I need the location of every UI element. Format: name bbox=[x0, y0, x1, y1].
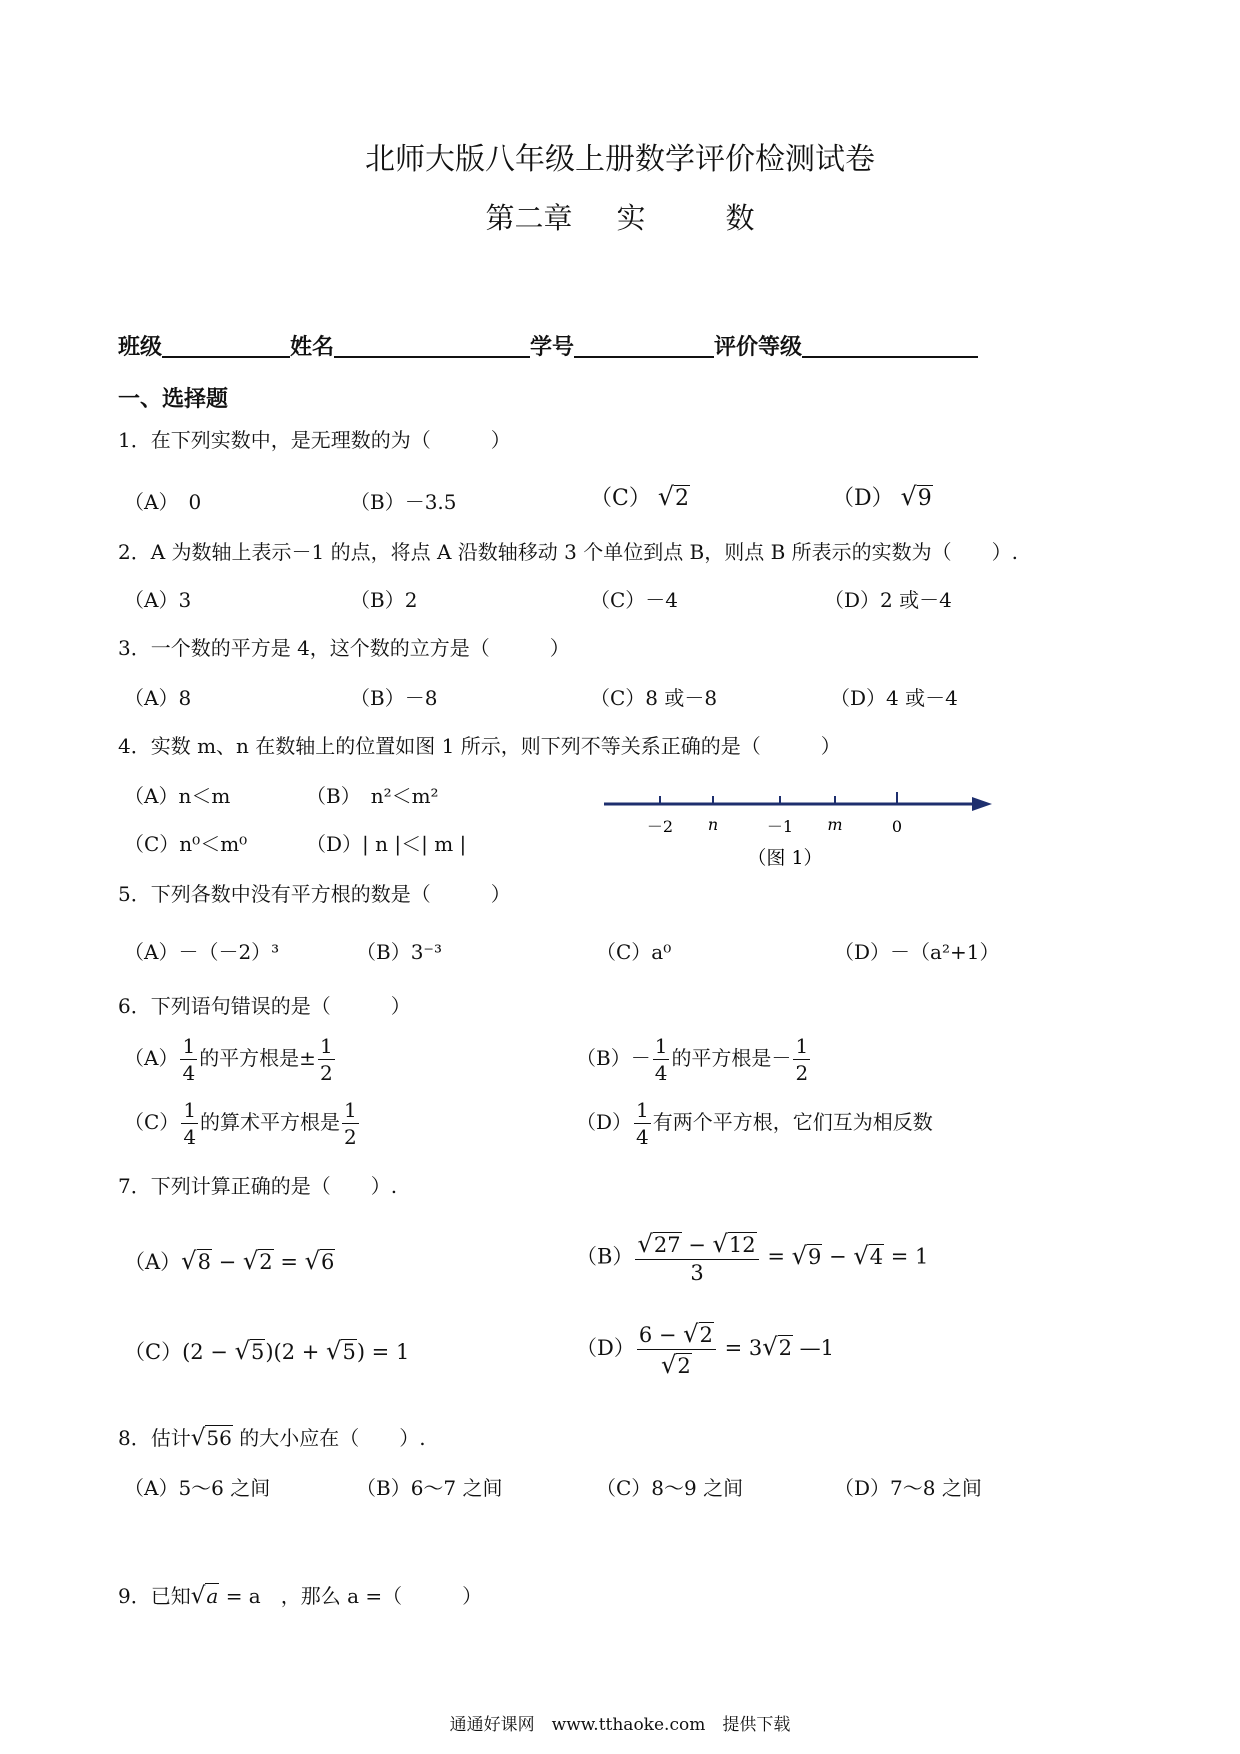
q6-option-c bbox=[124, 1100, 361, 1147]
label-minus-1: －1 bbox=[766, 817, 794, 836]
sqrt-56: √56 bbox=[190, 1425, 232, 1451]
q3-option-c: （C）8 或－8 bbox=[590, 686, 718, 710]
q1-d-prefix: （D） bbox=[832, 486, 894, 511]
sqrt-9: √9 bbox=[900, 482, 932, 511]
footer-credit: 通通好课网 www.tthaoke.com 提供下载 bbox=[449, 1715, 791, 1735]
q7-option-d: （D） $\frac{6 - √2}{√2}$ = 3√2 —1 bbox=[576, 1320, 835, 1380]
q7-option-b: （B） $\frac{√27 - √12}{3}$ = √9 − √4 = 1 bbox=[576, 1230, 929, 1286]
question-3-stem: 3．一个数的平方是 4，这个数的立方是（ ） bbox=[118, 636, 570, 660]
q2-option-d: （D）2 或－4 bbox=[824, 588, 952, 612]
sqrt-2: √2 bbox=[657, 482, 689, 511]
q5-option-d: （D）－（a²+1） bbox=[834, 940, 1000, 964]
grade-blank[interactable] bbox=[802, 334, 978, 358]
question-4-stem: 4．实数 m、n 在数轴上的位置如图 1 所示，则下列不等关系正确的是（ ） bbox=[118, 734, 841, 758]
q7-c-prefix: （C） bbox=[124, 1340, 183, 1364]
q1-option-d bbox=[832, 481, 933, 512]
q6-b-prefix: （B）－ bbox=[576, 1046, 651, 1070]
question-2-stem: 2．A 为数轴上表示－1 的点，将点 A 沿数轴移动 3 个单位到点 B，则点 B 所表示的实数为（ ）. bbox=[118, 540, 1019, 564]
q7-b-fraction: $\frac{√27 - √12}{3}$ bbox=[635, 1232, 758, 1284]
chapter-word-2: 数 bbox=[725, 201, 755, 235]
q7-d-prefix: （D） bbox=[576, 1336, 635, 1361]
q6-a-prefix: （A） bbox=[124, 1046, 179, 1070]
sqrt-a: √a bbox=[190, 1583, 219, 1609]
q3-option-d: （D）4 或－4 bbox=[830, 686, 958, 710]
q3-option-a: （A）8 bbox=[124, 686, 192, 710]
q1-option-a: （A） 0 bbox=[124, 490, 202, 514]
question-8-stem: 8．估计√56 的大小应在（ ）. bbox=[118, 1425, 426, 1451]
q3-option-b: （B）－8 bbox=[350, 686, 438, 710]
q6-option-a bbox=[124, 1036, 337, 1083]
q5-option-c: （C）a⁰ bbox=[596, 940, 672, 964]
q4-option-a: （A）n＜m bbox=[124, 784, 231, 808]
q8-option-a: （A）5～6 之间 bbox=[124, 1476, 271, 1500]
q7-option-c: （C）(2 − √5)(2 + √5) = 1 bbox=[124, 1337, 410, 1365]
fraction-one-half: $\frac{1}{2}$ bbox=[344, 1098, 357, 1149]
label-m: m bbox=[827, 815, 843, 834]
q4-option-d: （D）| n |＜| m | bbox=[306, 832, 467, 856]
q7-option-a: （A）√8 − √2 = √6 bbox=[124, 1247, 335, 1275]
question-6-stem: 6．下列语句错误的是（ ） bbox=[118, 994, 411, 1018]
fraction-one-half: $\frac{1}{2}$ bbox=[795, 1034, 809, 1085]
id-label: 学号 bbox=[530, 335, 575, 360]
id-blank[interactable] bbox=[574, 334, 714, 358]
q8-option-c: （C）8～9 之间 bbox=[596, 1476, 744, 1500]
chapter-word-1: 实 bbox=[616, 201, 646, 235]
q1-option-c bbox=[590, 481, 690, 512]
q7-a-prefix: （A） bbox=[124, 1250, 182, 1274]
name-blank[interactable] bbox=[334, 334, 530, 358]
q2-option-c: （C）－4 bbox=[590, 588, 679, 612]
q1-option-b: （B）－3.5 bbox=[350, 490, 457, 514]
q5-option-b: （B）3⁻³ bbox=[356, 940, 442, 964]
section-heading: 一、选择题 bbox=[118, 387, 229, 412]
q2-option-b: （B）2 bbox=[350, 588, 418, 612]
q7-b-prefix: （B） bbox=[576, 1244, 634, 1269]
page-title: 北师大版八年级上册数学评价检测试卷 bbox=[365, 142, 875, 177]
q6-option-b bbox=[576, 1036, 812, 1083]
q6-c-prefix: （C） bbox=[124, 1110, 180, 1134]
q6-a-text: 的平方根是± bbox=[199, 1046, 316, 1070]
q6-d-text: 有两个平方根，它们互为相反数 bbox=[652, 1110, 933, 1134]
label-n: n bbox=[707, 815, 719, 834]
chapter-number: 第二章 bbox=[485, 201, 573, 235]
question-1-stem: 1．在下列实数中，是无理数的为（ ） bbox=[118, 428, 511, 452]
radicand: 9 bbox=[917, 486, 932, 511]
fraction-one-quarter: $\frac{1}{4}$ bbox=[183, 1098, 197, 1149]
grade-label: 评价等级 bbox=[714, 335, 803, 360]
label-minus-2: －2 bbox=[646, 817, 674, 836]
chapter-title bbox=[0, 196, 1240, 237]
q6-d-prefix: （D） bbox=[576, 1110, 633, 1134]
q6-c-text: 的算术平方根是 bbox=[200, 1110, 341, 1134]
class-label: 班级 bbox=[118, 335, 163, 360]
q8-option-d: （D）7～8 之间 bbox=[834, 1476, 982, 1500]
q7-d-fraction: $\frac{6 - √2}{√2}$ bbox=[637, 1322, 716, 1377]
question-7-stem: 7．下列计算正确的是（ ）. bbox=[118, 1174, 398, 1198]
q2-option-a: （A）3 bbox=[124, 588, 192, 612]
fraction-one-half: $\frac{1}{2}$ bbox=[319, 1034, 333, 1085]
q4-option-c: （C）n⁰＜m⁰ bbox=[124, 832, 248, 856]
q1-c-prefix: （C） bbox=[590, 486, 651, 511]
q6-option-d bbox=[576, 1100, 933, 1147]
fraction-one-quarter: $\frac{1}{4}$ bbox=[654, 1034, 668, 1085]
question-9-stem: 9．已知√a = a ，那么 a =（ ） bbox=[118, 1583, 483, 1609]
q6-b-text: 的平方根是－ bbox=[671, 1046, 792, 1070]
name-label: 姓名 bbox=[290, 335, 335, 360]
fraction-one-quarter: $\frac{1}{4}$ bbox=[182, 1034, 196, 1085]
label-zero: 0 bbox=[891, 817, 903, 836]
arrow-right-icon bbox=[972, 797, 992, 811]
student-info-row bbox=[118, 330, 978, 361]
class-blank[interactable] bbox=[162, 334, 290, 358]
number-line-figure bbox=[600, 778, 1000, 868]
figure-caption: （图 1） bbox=[747, 847, 823, 868]
question-5-stem: 5．下列各数中没有平方根的数是（ ） bbox=[118, 882, 511, 906]
q8-option-b: （B）6～7 之间 bbox=[356, 1476, 503, 1500]
fraction-one-quarter: $\frac{1}{4}$ bbox=[636, 1098, 649, 1149]
radicand: 2 bbox=[674, 486, 689, 511]
q5-option-a: （A）－（－2）³ bbox=[124, 940, 280, 964]
q4-option-b: （B） n²＜m² bbox=[306, 784, 439, 808]
